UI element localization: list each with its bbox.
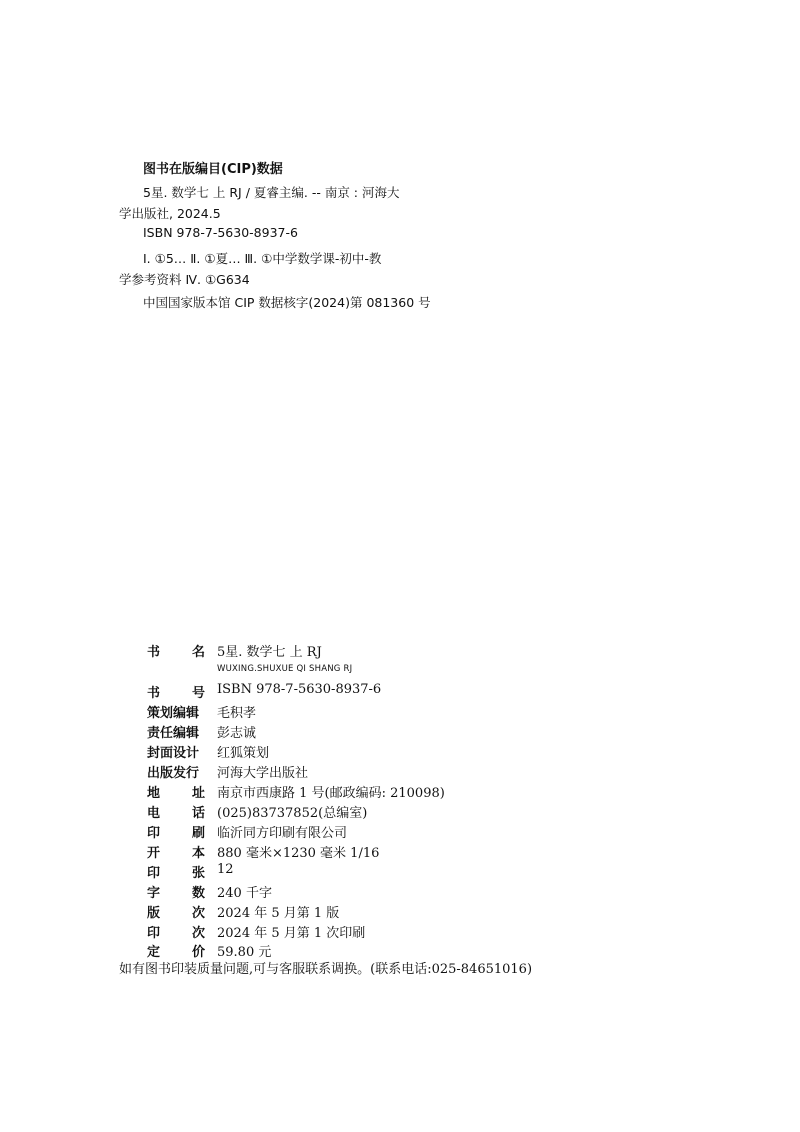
pub-label-char: 定	[147, 945, 161, 960]
pub-value-phone: (025)83737852(总编室)	[217, 806, 368, 821]
pub-value-edition: 2024 年 5 月第 1 版	[217, 906, 340, 921]
pub-label-char: 字	[147, 886, 161, 901]
pub-value-title: 5星. 数学七 上 RJ	[217, 645, 322, 660]
pub-label-isbn	[147, 682, 205, 701]
cip-line-title-author: 5星. 数学七 上 RJ / 夏睿主编. -- 南京 : 河海大	[143, 185, 400, 200]
pub-label-char: 名	[191, 645, 205, 660]
pub-label-responsible-editor: 责任编辑	[147, 726, 200, 741]
pub-value-price: 59.80 元	[217, 945, 272, 960]
pub-label-publisher: 出版发行	[147, 766, 200, 781]
pub-value-format: 880 毫米×1230 毫米 1/16	[217, 846, 380, 861]
pub-value-publisher: 河海大学出版社	[217, 766, 309, 781]
cip-line-publisher: 学出版社, 2024.5	[119, 206, 221, 221]
pub-label-edition	[147, 902, 205, 921]
pub-label-char: 话	[191, 806, 205, 821]
cip-line-isbn: ISBN 978-7-5630-8937-6	[143, 225, 298, 240]
pub-label-char: 数	[191, 886, 205, 901]
pub-label-address	[147, 782, 205, 801]
pub-value-isbn: ISBN 978-7-5630-8937-6	[217, 682, 382, 697]
pub-value-printer: 临沂同方印刷有限公司	[217, 826, 348, 841]
pub-label-char: 号	[191, 686, 205, 701]
pub-label-phone	[147, 802, 205, 821]
pub-label-char: 书	[147, 686, 161, 701]
pub-value-printing: 2024 年 5 月第 1 次印刷	[217, 926, 366, 941]
pub-title-pinyin: WUXING.SHUXUE QI SHANG RJ	[217, 664, 353, 674]
cip-line-cip-number: 中国国家版本馆 CIP 数据核字(2024)第 081360 号	[143, 295, 431, 310]
pub-value-responsible-editor: 彭志诚	[217, 726, 257, 741]
pub-label-char: 次	[191, 906, 205, 921]
pub-label-char: 电	[147, 806, 161, 821]
pub-label-char: 张	[191, 866, 205, 881]
pub-label-title	[147, 641, 205, 660]
cip-line-classification-cont: 学参考资料 Ⅳ. ①G634	[119, 272, 250, 287]
pub-value-planning-editor: 毛积孝	[217, 706, 257, 721]
pub-label-word-count	[147, 882, 205, 901]
pub-label-printing	[147, 922, 205, 941]
pub-label-cover-design: 封面设计	[147, 746, 200, 761]
pub-label-char: 刷	[191, 826, 205, 841]
cip-line-classification: Ⅰ. ①5… Ⅱ. ①夏… Ⅲ. ①中学数学课-初中-教	[143, 251, 382, 266]
pub-label-sheets	[147, 862, 205, 881]
pub-label-planning-editor: 策划编辑	[147, 706, 200, 721]
pub-value-cover-design: 红狐策划	[217, 746, 270, 761]
pub-value-address: 南京市西康路 1 号(邮政编码: 210098)	[217, 786, 445, 801]
pub-label-char: 书	[147, 645, 161, 660]
pub-value-word-count: 240 千字	[217, 886, 272, 901]
pub-label-char: 地	[147, 786, 161, 801]
pub-label-char: 次	[191, 926, 205, 941]
pub-value-sheets: 12	[217, 862, 234, 877]
pub-label-format	[147, 842, 205, 861]
pub-label-char: 印	[147, 866, 161, 881]
pub-label-char: 本	[191, 846, 205, 861]
quality-notice: 如有图书印装质量问题,可与客服联系调换。(联系电话:025-84651016)	[119, 962, 533, 977]
pub-label-char: 址	[191, 786, 205, 801]
pub-label-char: 印	[147, 926, 161, 941]
pub-label-char: 版	[147, 906, 161, 921]
pub-label-char: 价	[191, 945, 205, 960]
pub-label-char: 开	[147, 846, 161, 861]
cip-title: 图书在版编目(CIP)数据	[143, 162, 283, 177]
pub-label-char: 印	[147, 826, 161, 841]
pub-label-printer	[147, 822, 205, 841]
